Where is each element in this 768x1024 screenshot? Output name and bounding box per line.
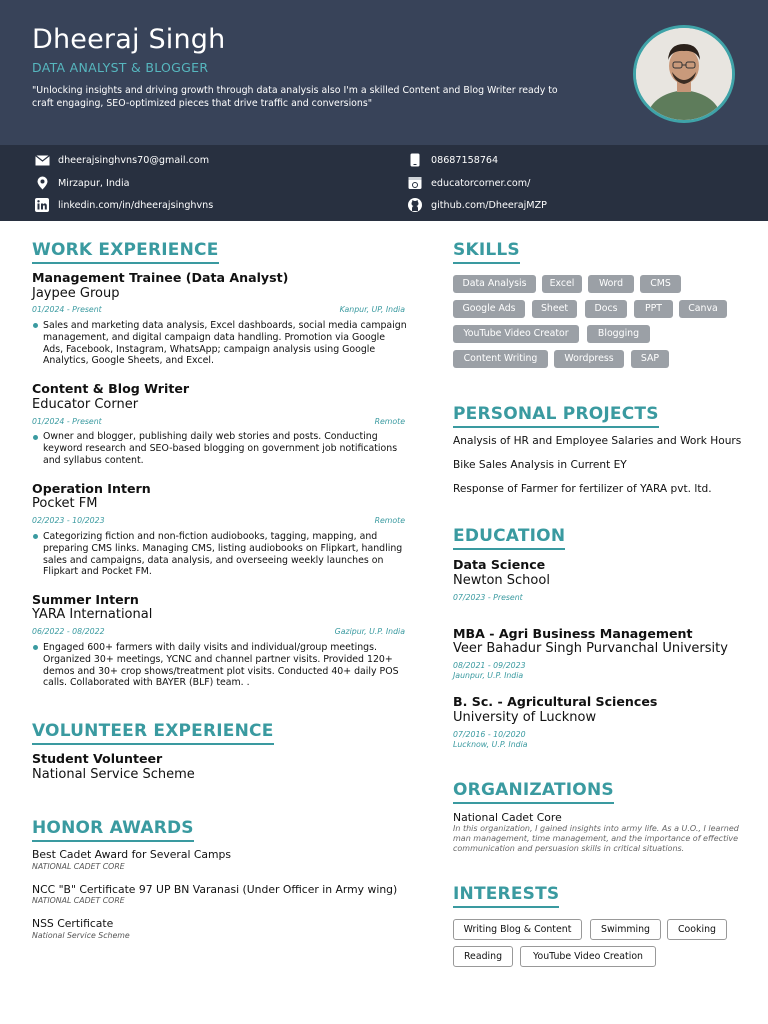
education-dates: 07/2016 - 10/2020 [453, 730, 526, 739]
github-icon [407, 197, 423, 213]
linkedin-icon [34, 197, 50, 213]
job-location: Gazipur, U.P. India [334, 627, 405, 636]
section-title-skills: SKILLS [453, 240, 520, 264]
job-description: Sales and marketing data analysis, Excel dashboards, social media campaign management, and digital campaign data handling. Promotion via Google Ads, Facebook, Instagram, WhatsApp; campaign analysis using Google Analytics, Google Sheets, and Excel. [43, 320, 407, 367]
job-location: Kanpur, UP, India [339, 305, 405, 314]
contact-phone[interactable] [407, 152, 498, 168]
website-icon [407, 175, 423, 191]
project-item: Analysis of HR and Employee Salaries and Work Hours [453, 435, 742, 447]
contact-bar [0, 145, 768, 221]
location-icon [34, 175, 50, 191]
full-name: Dheeraj Singh [32, 24, 226, 55]
skill-tag: Content Writing [453, 350, 548, 368]
job-dates: 01/2024 - Present [32, 417, 102, 426]
organization-name: National Cadet Core [453, 811, 562, 824]
contact-email[interactable] [34, 152, 209, 168]
job-location: Remote [374, 516, 405, 525]
volunteer-title: Student Volunteer [32, 751, 163, 766]
profile-photo [633, 25, 735, 123]
tagline: "Unlocking insights and driving growth through data analysis also I'm a skilled Content and Blog Writer ready to craft engaging, SEO-optimized pieces that drive traffic and conversions" [32, 85, 558, 109]
interest-tag: YouTube Video Creation [520, 946, 656, 967]
contact-github[interactable] [407, 197, 547, 213]
education-degree: MBA - Agri Business Management [453, 626, 693, 641]
award-issuer: National Service Scheme [32, 931, 130, 940]
contact-linkedin[interactable] [34, 197, 213, 213]
bullet-marker [33, 323, 38, 328]
award-name: Best Cadet Award for Several Camps [32, 848, 232, 861]
interest-tag: Writing Blog & Content [453, 919, 582, 940]
job-org: Jaypee Group [32, 286, 120, 301]
resume-header [0, 0, 768, 145]
job-location: Remote [374, 417, 405, 426]
job-description: Engaged 600+ farmers with daily visits and individual/group meetings. Organized 30+ meetings, YCNC and channel partner visits. Provided 120+ demos and 30+ crop shows/treatment plot visits. Conducted 40+ daily POS calls. Collaborated with BAYER (BLF) team. . [43, 642, 399, 689]
skill-tag: Docs [585, 300, 627, 318]
education-school: Newton School [453, 573, 550, 588]
email-text: dheerajsinghvns70@gmail.com [58, 154, 210, 166]
skill-tag: CMS [640, 275, 681, 293]
avatar-illustration [636, 28, 732, 120]
section-title-organizations: ORGANIZATIONS [453, 780, 614, 804]
section-title-interests: INTERESTS [453, 884, 559, 908]
section-title-projects: PERSONAL PROJECTS [453, 404, 659, 428]
job-dates: 02/2023 - 10/2023 [32, 516, 105, 525]
job-title: Management Trainee (Data Analyst) [32, 270, 289, 285]
interest-tag: Swimming [590, 919, 661, 940]
website-text: educatorcorner.com/ [431, 177, 531, 189]
skill-tag: Wordpress [554, 350, 624, 368]
education-location: Lucknow, U.P. India [453, 740, 528, 749]
education-location: Jaunpur, U.P. India [453, 671, 524, 680]
education-degree: Data Science [453, 557, 546, 572]
skill-tag: Google Ads [453, 300, 525, 318]
interest-tag: Reading [453, 946, 513, 967]
skill-tag: Word [588, 275, 634, 293]
skill-tag: PPT [634, 300, 673, 318]
job-title: Summer Intern [32, 592, 139, 607]
job-org: Pocket FM [32, 496, 98, 511]
phone-text: 08687158764 [431, 154, 499, 166]
section-title-education: EDUCATION [453, 526, 565, 550]
bullet-marker [33, 435, 38, 440]
education-school: University of Lucknow [453, 710, 597, 725]
volunteer-org: National Service Scheme [32, 767, 195, 782]
award-name: NCC "B" Certificate 97 UP BN Varanasi (Under Officer in Army wing) [32, 883, 398, 896]
email-icon [34, 152, 50, 168]
skill-tag: SAP [631, 350, 669, 368]
section-title-honors: HONOR AWARDS [32, 818, 194, 842]
job-dates: 01/2024 - Present [32, 305, 102, 314]
job-description: Categorizing fiction and non-fiction audiobooks, tagging, mapping, and preparing CMS links. Managing CMS, listing audiobooks on Flipkart, handling sales and campaigns, data analysis, and overseeing weekly launches on Flipkart and Pocket FM. [43, 531, 403, 578]
skill-tag: Excel [542, 275, 582, 293]
contact-location [34, 175, 130, 191]
skill-tag: Blogging [587, 325, 650, 343]
organization-description: In this organization, I gained insights into army life. As a U.O., I learned man management, time management, and the importance of effective communication and persuasion skills in critical situations. [453, 824, 739, 853]
skill-tag: Data Analysis [453, 275, 536, 293]
linkedin-text: linkedin.com/in/dheerajsinghvns [58, 199, 214, 211]
education-school: Veer Bahadur Singh Purvanchal University [453, 641, 728, 656]
job-title: Operation Intern [32, 481, 151, 496]
education-dates: 07/2023 - Present [453, 593, 523, 602]
job-org: Educator Corner [32, 397, 139, 412]
award-issuer: NATIONAL CADET CORE [32, 896, 125, 905]
contact-website[interactable] [407, 175, 530, 191]
award-issuer: NATIONAL CADET CORE [32, 862, 125, 871]
education-degree: B. Sc. - Agricultural Sciences [453, 694, 658, 709]
bullet-marker [33, 534, 38, 539]
section-title-volunteer: VOLUNTEER EXPERIENCE [32, 721, 274, 745]
job-org: YARA International [32, 607, 153, 622]
phone-icon [407, 152, 423, 168]
job-title: Content & Blog Writer [32, 381, 190, 396]
education-dates: 08/2021 - 09/2023 [453, 661, 526, 670]
job-dates: 06/2022 - 08/2022 [32, 627, 105, 636]
award-name: NSS Certificate [32, 917, 114, 930]
project-item: Bike Sales Analysis in Current EY [453, 459, 627, 471]
bullet-marker [33, 645, 38, 650]
interest-tag: Cooking [667, 919, 727, 940]
skill-tag: YouTube Video Creator [453, 325, 579, 343]
location-text: Mirzapur, India [58, 177, 130, 189]
skill-tag: Canva [679, 300, 727, 318]
github-text: github.com/DheerajMZP [431, 199, 547, 211]
skill-tag: Sheet [532, 300, 577, 318]
section-title-work: WORK EXPERIENCE [32, 240, 219, 264]
project-item: Response of Farmer for fertilizer of YARA pvt. ltd. [453, 483, 712, 495]
job-role: DATA ANALYST & BLOGGER [32, 60, 209, 75]
job-description: Owner and blogger, publishing daily web stories and posts. Conducting keyword research and SEO-based blogging on government job notifications and syllabus content. [43, 431, 398, 466]
